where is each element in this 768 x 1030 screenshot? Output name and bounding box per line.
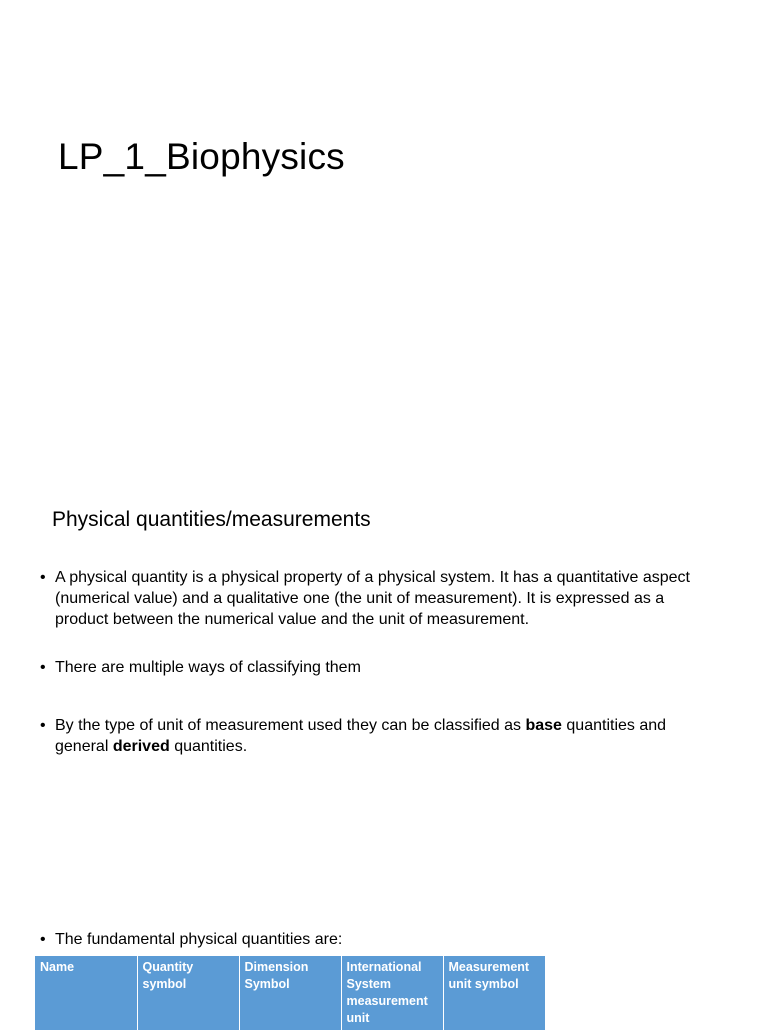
bullet-marker: •: [40, 659, 46, 676]
bullet-item: [40, 567, 710, 630]
bold-term-derived: derived: [112, 738, 170, 755]
bold-term-base: base: [525, 717, 562, 734]
bullet-text-segment: quantities.: [169, 738, 248, 755]
bullet-item: [40, 929, 710, 950]
bullet-text: There are multiple ways of classifying them: [55, 659, 361, 676]
bullet-marker: •: [40, 569, 46, 586]
column-header-si-unit: International System measurement unit: [341, 956, 443, 1030]
column-header-quantity-symbol: Quantity symbol: [137, 956, 239, 1030]
bullet-item: [40, 657, 710, 678]
column-header-name: Name: [35, 956, 137, 1030]
column-header-dimension-symbol: Dimension Symbol: [239, 956, 341, 1030]
bullet-text-segment: quantities and general: [55, 717, 667, 755]
table-header: [35, 956, 545, 1030]
document-title: LP_1_Biophysics: [58, 136, 345, 177]
bullet-marker: •: [40, 717, 46, 734]
bullet-text: The fundamental physical quantities are:: [55, 931, 343, 948]
column-header-unit-symbol: Measurement unit symbol: [443, 956, 545, 1030]
bullet-marker: •: [40, 931, 46, 948]
bullet-text: [55, 715, 710, 757]
section-heading: Physical quantities/measurements: [52, 508, 371, 531]
table-header-row: [35, 956, 545, 1030]
bullet-text-segment: By the type of unit of measurement used they can be classified as: [55, 717, 526, 734]
bullet-text: A physical quantity is a physical property of a physical system. It has a quantitative aspect (numerical value) and a qualitative one (the unit of measurement). It is expressed as a product between the numerical value and the unit of measurement.: [55, 569, 690, 628]
bullet-item: [40, 715, 710, 757]
fundamental-quantities-table: [35, 956, 545, 1030]
